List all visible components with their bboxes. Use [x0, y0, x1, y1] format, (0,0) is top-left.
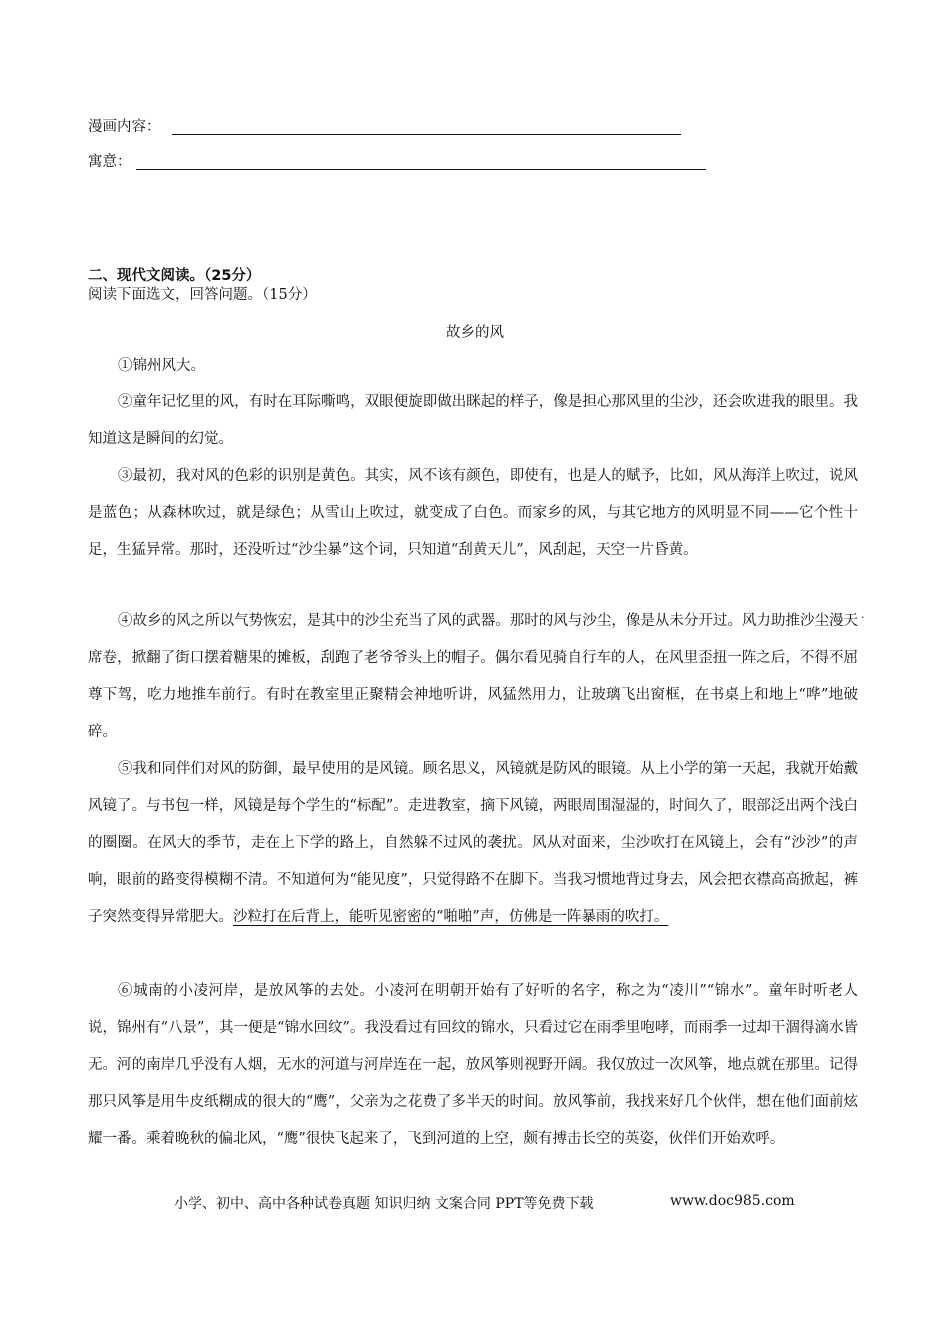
- footer-text: 小学、初中、高中各种试卷真题 知识归纳 文案合同 PPT等免费下载: [174, 1196, 594, 1212]
- paragraph-3: ③最初，我对风的色彩的识别是黄色。其实，风不该有颜色，即使有，也是人的赋予，比如，风从海洋上吹过，说风是蓝色；从森林吹过，就是绿色；从雪山上吹过，就变成了白色。而家乡的风，与其它地方的风明显不同——它个性十足，生猛异常。那时，还没听过“沙尘暴”这个词，只知道“刮黄天儿”，风刮起，天空一片昏黄。: [88, 468, 858, 558]
- section-heading: 二、现代文阅读。（25分）: [88, 268, 261, 284]
- paragraph-5-underlined-sentence: 沙粒打在后背上，能听见密密的“啪啪”声，仿佛是一阵暴雨的吹打。: [233, 909, 669, 925]
- paragraph-6: ⑥城南的小凌河岸，是放风筝的去处。小凌河在明朝开始有了好听的名字，称之为“凌川”“锦水”。童年时听老人说，锦州有“八景”，其一便是“锦水回纹”。我没看过有回纹的锦水，只看过它在雨季里咆哮，而雨季一过却干涸得滴水皆无。河的南岸几乎没有人烟，无水的河道与河岸连在一起，放风筝则视野开阔。我仅放过一次风筝，地点就在那里。记得那只风筝是用牛皮纸糊成的很大的“鹰”，父亲为之花费了多半天的时间。放风筝前，我找来好几个伙伴，想在他们面前炫耀一番。乘着晚秋的偏北风，“鹰”很快飞起来了，飞到河道的上空，颇有搏击长空的英姿，伙伴们开始欢呼。: [88, 983, 858, 1147]
- paragraph-4-part-b: ，掀翻了街口摆着糖果的摊板，刮跑了老爷爷头上的帽子。偶尔看见骑自行车的人，在风里歪扭一阵之后，不得不屈尊下驾，吃力地推车前行。有时在教室里正聚精会神地听讲，风猛然用力，让玻璃飞出窗框，在书桌上和地上“哗”地破碎。: [88, 650, 859, 740]
- cartoon-content-answer-line[interactable]: [172, 134, 681, 135]
- paragraph-4-emphasis-dotted: · · · · 漫天席卷: [88, 613, 858, 666]
- cartoon-meaning-label: 寓意：: [88, 154, 132, 170]
- paragraph-4: [88, 603, 858, 751]
- cartoon-meaning-answer-line[interactable]: [136, 169, 706, 170]
- paragraph-5: [88, 751, 858, 936]
- article-title: 故乡的风: [446, 325, 504, 341]
- cartoon-content-label: 漫画内容：: [88, 119, 161, 135]
- paragraph-2: ②童年记忆里的风，有时在耳际嘶鸣，双眼便旋即做出眯起的样子，像是担心那风里的尘沙，还会吹进我的眼里。我知道这是瞬间的幻觉。: [88, 394, 858, 447]
- paragraph-4-part-a: ④故乡的风之所以气势恢宏，是其中的沙尘充当了风的武器。那时的风与沙尘，像是从未分开过。风力助推沙尘: [118, 613, 829, 629]
- paragraph-1: ①锦州风大。: [118, 358, 205, 374]
- paragraph-5-part-a: ⑤我和同伴们对风的防御，最早使用的是风镜。顾名思义，风镜就是防风的眼镜。从上小学的第一天起，我就开始戴风镜了。与书包一样，风镜是每个学生的“标配”。走进教室，摘下风镜，两眼周围湿湿的，时间久了，眼部泛出两个浅白的圈圈。在风大的季节，走在上下学的路上，自然躲不过风的袭扰。风从对面来，尘沙吹打在风镜上，会有“沙沙”的声响，眼前的路变得模糊不清。不知道何为“能见度”，只觉得路不在脚下。当我习惯地背过身去，风会把衣襟高高掀起，裤子突然变得异常肥大。: [88, 761, 858, 925]
- footer-url[interactable]: www.doc985.com: [670, 1193, 795, 1209]
- section-instruction: 阅读下面选文，回答问题。（15分）: [88, 287, 317, 303]
